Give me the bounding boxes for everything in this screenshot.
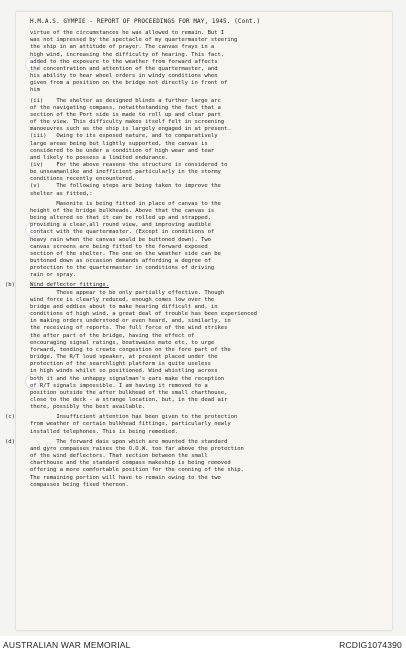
text-line: rain or spray. [30,272,77,279]
text-line: high wind, increasing the difficulty of hearing. This fact, [30,51,225,58]
text-line: charthouse and the standard compass makeship is being removed [30,460,231,467]
text-line: the ship in an attitude of prayer. The canvas frays in a [30,44,215,51]
text-line: (v) The following steps are being taken to improve the [30,183,221,190]
text-line: buttoned down as occasion demands affording a degree of [30,258,211,264]
text-line: encouraging signal ratings, boatswains mate etc, to urge [30,339,215,346]
text-line: virtue of the circumstances he was allowed to remain. But I [30,30,225,37]
text-line: both it and the unhappy signalman's ears make the reception [30,375,225,382]
text-line: compasses being fixed thereon. [30,481,129,488]
text-line: added to the exposure to the weather from forward affects [30,58,218,65]
page-header: H.M.A.S. GYMPIE - REPORT OF PROCEEDINGS FOR MAY, 1945. (Cont.) [30,18,261,25]
text-line: be unseamanlike and inefficient particularly in the stormy [30,169,221,176]
text-line: height of the bridge bulkheads. Above that the canvas is [30,207,215,214]
text-line: bridge and eddies about to make hearing difficult and, in [30,303,218,310]
text-line: the concentration and attention of the quartermaster, and [30,65,218,72]
text-line: Insufficient attention has been given to the protection [30,414,238,421]
paragraphs [5,30,372,489]
text-line: shelter as fitted,: [30,190,93,197]
text-line: wind force is clearly reduced, enough comes low over the [30,296,215,303]
text-line: providing a clear,all round view, and improving audible [30,222,211,229]
text-line: considered to be under a condition of high wear and tear [30,147,215,154]
text-line: installed telephones. This is being remedied. [30,428,179,435]
text-line: and gyro compasses raises the O.O.W. too far above the protection [30,445,244,452]
paragraph-label: (b) [5,282,15,289]
text-line: his ability to hear wheel orders in windy conditions when [30,73,218,80]
text-line: him [30,87,40,94]
text-line: bridge. The R/T loud speaker, at present placed under the [30,354,218,361]
text-line: Masonite is being fitted in place of canvas to the [30,200,221,207]
text-line: of the wind deflectors. That section between the small [30,453,208,460]
text-line: These appear to be only partially effective. Though [30,289,225,296]
text-line: contact with the quartermaster. (Except in conditions of [30,229,215,236]
paragraph [30,201,372,280]
text-line: conditions recently encountered. [30,176,136,183]
text-line: canvas screens are being fitted to the forward exposed [30,243,208,250]
text-line: was not impressed by the spectacle of my quartermaster steering [30,37,238,44]
text-line: section of the shelter. The one on the weather side can be [30,250,221,257]
text-line: position outside the after bulkhead of the small charthouse, [30,389,228,396]
section-heading: Wind deflector fittings. [30,282,109,289]
text-line: in making orders understood or even heard, and, similarly, in [30,318,231,325]
text-line: of the view. This difficulty makes itself felt in screening [30,119,225,126]
text-line: given from a position on the bridge not directly in front of [30,80,228,87]
text-line: being altered so that it can be rolled up and strapped, [30,215,211,222]
text-line: (ii) The shelter as designed blinds a further large arc [30,97,221,104]
footer-id: RCDIG1074390 [339,640,402,650]
footer [0,636,406,654]
text-line: there, possibly the best available. [30,404,146,411]
paragraph [30,98,372,198]
text-line: of the navigating compass, notwithstanding the fact that a [30,104,221,111]
text-line: forward, tending to create congestion on the fore part of the [30,346,231,353]
paragraph [5,414,372,435]
text-line: (iv) For the above reasons the structure is considered to [30,161,228,168]
text-line: in high winds whilst so positioned. Wind whistling across [30,368,218,375]
paragraph-label: (d) [5,438,15,445]
text-line: from weather of certain bulkhead fittings, particularly newly [30,421,231,428]
text-line: close to the deck - a strange location, but, in the dead air [30,396,228,403]
paragraph [30,30,372,94]
text-line: the receiving of reports. The full force of the wind strikes [30,325,228,332]
text-line: protection of the searchlight platform is quite useless [30,361,211,368]
text-line: offering a more comfortable position for the conning of the ship. [30,467,244,474]
paragraph-label: (c) [5,414,15,421]
text-line: manoeuvres such as the ship is largely engaged in at present. [30,126,231,133]
text-line: of R/T signals impossible. I am having it removed to a [30,382,208,389]
footer-source: AUSTRALIAN WAR MEMORIAL [3,640,131,650]
text-line: (iii) Owing to its exposed nature, and to comparatively [30,133,218,140]
paragraph [5,282,372,411]
text-line: The forward dais upon which are mounted the standard [30,438,228,445]
text-line: section of the Port side is made to roll up and clear part [30,111,221,118]
text-line: protection to the quartermaster in conditions of driving [30,265,215,272]
paragraph [5,438,372,489]
text-line: conditions of high wind, a great deal of trouble has been experienced [30,311,257,318]
text-line: heavy rain when the canvas would be buttoned down). Two [30,236,211,243]
text-line: and likely to possess a limited endurance. [30,154,169,161]
text-line: The remaining portion will have to remain owing to the two [30,474,221,481]
text-line: the after part of the bridge, having the effect of [30,332,195,339]
text-line: large areas being but lightly supported, the canvas is [30,140,208,147]
document-text [5,18,372,492]
